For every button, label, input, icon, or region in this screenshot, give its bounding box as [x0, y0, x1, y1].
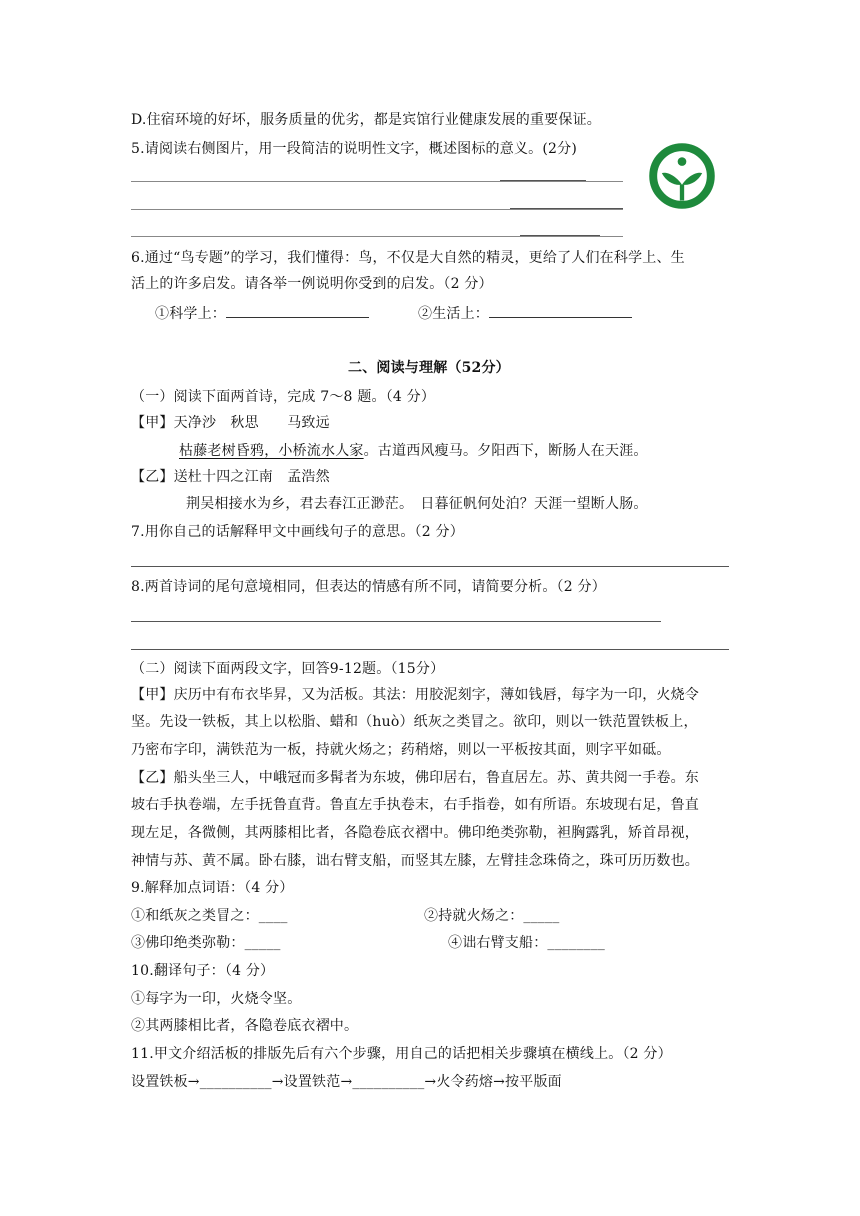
q5-answer-line-2[interactable] — [131, 209, 623, 210]
q6-life-blank[interactable] — [489, 303, 632, 318]
poem-a-underlined-line: 枯藤老树昏鸦，小桥流水人家 — [179, 443, 364, 459]
poem-a-header: 【甲】天净沙 秋思 马致远 — [131, 415, 330, 431]
passage-b-line-2: 坡右手执卷端，左手抚鲁直背。鲁直左手执卷末，右手指卷，如有所语。东坡现右足，鲁直 — [131, 797, 699, 813]
q7-question: 7.用你自己的话解释甲文中画线句子的意思。（2 分） — [131, 524, 464, 540]
poem-b-header: 【乙】送杜十四之江南 孟浩然 — [131, 469, 330, 485]
q6-life-text: ②生活上： — [418, 306, 489, 322]
poem-b-text: 荆吴相接水为乡，君去春江正渺茫。 日暮征帆何处泊？天涯一望断人肠。 — [186, 496, 648, 512]
passage-b-line-3: 现左足，各微侧，其两膝相比者，各隐卷底衣褶中。佛印绝类弥勒，袒胸露乳，矫首昂视， — [131, 825, 699, 841]
part-1-intro: （一）阅读下面两首诗，完成 7～8 题。（4 分） — [131, 389, 436, 405]
q5-answer-line-1-accent — [500, 180, 586, 181]
green-food-logo-icon — [646, 140, 718, 212]
passage-a-line-3: 乃密布字印，满铁范为一板，持就火炀之；药稍熔，则以一平板按其面，则字平如砥。 — [131, 742, 671, 758]
q5-answer-line-3-accent — [520, 235, 600, 236]
q8-question: 8.两首诗词的尾句意境相同，但表达的情感有所不同，请简要分析。（2 分） — [131, 579, 606, 595]
passage-a-line-2: 坚。先设一铁板，其上以松脂、蜡和（huò）纸灰之类冒之。欲印，则以一铁范置铁板上， — [131, 714, 698, 730]
q6-science-blank[interactable] — [226, 303, 369, 318]
section-2-title: 二、阅读与理解（52分） — [348, 360, 510, 376]
q6-question-line-1: 6.通过“鸟专题”的学习，我们懂得：鸟，不仅是大自然的精灵，更给了人们在科学上、生 — [131, 250, 685, 266]
q6-science-label — [155, 303, 369, 324]
q5-answer-line-1[interactable] — [131, 181, 623, 182]
q5-answer-line-2-accent — [510, 208, 623, 209]
q9-item-a[interactable]: ①和纸灰之类冒之：____ — [131, 908, 288, 924]
passage-b-line-1: 【乙】船头坐三人，中峨冠而多髯者为东坡，佛印居右，鲁直居左。苏、黄共阅一手卷。东 — [131, 770, 699, 786]
q10-item-b: ②其两膝相比者，各隐卷底衣褶中。 — [131, 1018, 359, 1034]
q11-steps[interactable]: 设置铁板→__________→设置铁范→__________→火令药熔→按平版面 — [131, 1074, 562, 1090]
q6-life-label — [418, 303, 632, 324]
q7-answer-line[interactable] — [131, 566, 729, 567]
q9-item-d[interactable]: ④诎右臂支船：________ — [448, 935, 605, 951]
q10-question: 10.翻译句子：（4 分） — [131, 963, 275, 979]
q9-item-c[interactable]: ③佛印绝类弥勒：_____ — [131, 935, 281, 951]
q8-answer-line-1[interactable] — [131, 621, 661, 622]
q10-item-a: ①每字为一印，火烧令坚。 — [131, 991, 302, 1007]
passage-a-line-1: 【甲】庆历中有布衣毕昇，又为活板。其法：用胶泥刻字，薄如钱唇，每字为一印，火烧令 — [131, 687, 699, 703]
passage-b-line-4: 神情与苏、黄不属。卧右膝，诎右臂支船，而竖其左膝，左臂挂念珠倚之，珠可历历数也。 — [131, 853, 699, 869]
q4-option-d: D.住宿环境的好坏，服务质量的优劣，都是宾馆行业健康发展的重要保证。 — [131, 112, 601, 128]
q9-item-b[interactable]: ②持就火炀之：_____ — [424, 908, 560, 924]
q5-answer-line-3[interactable] — [131, 236, 623, 237]
part-2-intro: （二）阅读下面两段文字，回答9-12题。（15分） — [131, 661, 445, 677]
q5-question: 5.请阅读右侧图片，用一段简洁的说明性文字，概述图标的意义。(2分) — [131, 141, 577, 157]
poem-a-rest: 。古道西风瘦马。夕阳西下，断肠人在天涯。 — [363, 443, 648, 459]
poem-a-text — [179, 441, 648, 461]
q9-question: 9.解释加点词语：（4 分） — [131, 880, 294, 896]
q6-science-text: ①科学上： — [155, 306, 226, 322]
q8-answer-line-2[interactable] — [131, 649, 729, 650]
q11-question: 11.甲文介绍活板的排版先后有六个步骤，用自己的话把相关步骤填在横线上。（2 分） — [131, 1046, 672, 1062]
q6-question-line-2: 活上的许多启发。请各举一例说明你受到的启发。（2 分） — [131, 276, 493, 292]
